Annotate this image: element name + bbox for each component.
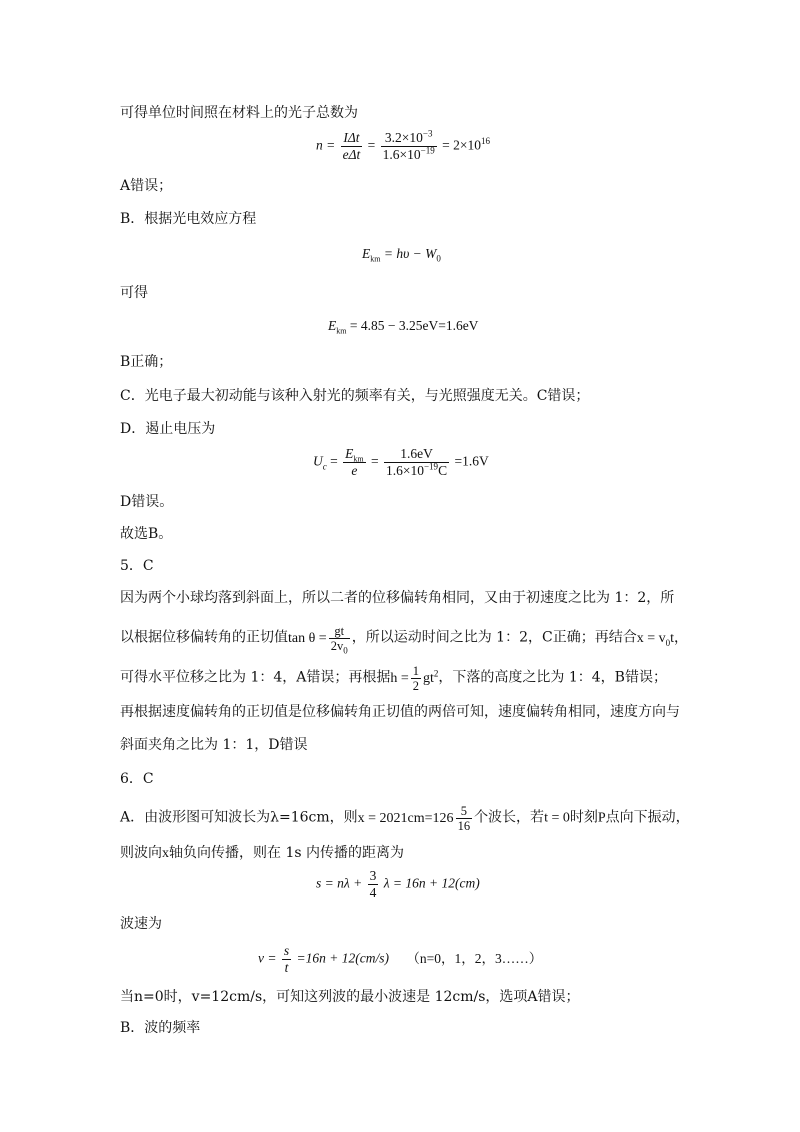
denominator: 4: [369, 885, 377, 900]
numerator: 3: [369, 868, 377, 883]
numerator: [343, 446, 365, 463]
numerator: 5: [456, 804, 473, 819]
denominator: 2: [412, 679, 420, 693]
mantissa: 1.6×10: [385, 463, 424, 478]
formula-text: =: [370, 453, 379, 469]
formula-text: =: [367, 137, 376, 153]
fraction: [381, 130, 437, 163]
formula-symbol: E: [362, 246, 371, 261]
subscript: 0: [665, 637, 671, 648]
text-line: B正确；: [120, 354, 173, 370]
formula-text: = 4.85 − 3.25eV=1.6eV: [349, 318, 479, 333]
text-segment: 可得水平位移之比为 1：4，A错误；再根据: [120, 669, 391, 686]
text-segment: A．由波形图可知波长为λ=16cm，则: [120, 809, 358, 826]
formula-photon-count: [316, 130, 490, 163]
text-segment: 以根据位移偏转角的正切值: [120, 629, 288, 646]
symbol: E: [345, 446, 354, 461]
formula-wave-speed: [258, 943, 542, 976]
exponent: −3: [422, 128, 433, 139]
numerator: IΔt: [341, 130, 363, 147]
text-line: 可得: [120, 285, 148, 301]
formula-text: =16n + 12(cm/s): [296, 950, 389, 966]
formula-text: t，: [670, 630, 688, 646]
fraction: [456, 804, 473, 833]
text-segment: 个波长，若: [474, 809, 545, 826]
text-line: 当n=0时，v=12cm/s，可知这列波的最小波速是 12cm/s，选项A错误；: [120, 989, 580, 1005]
subscript: km: [353, 454, 364, 464]
text-line: [120, 664, 667, 693]
formula-text: x = v: [636, 630, 666, 646]
text-line: 波速为: [120, 916, 162, 932]
formula-symbol: U: [313, 453, 323, 469]
text-line: [120, 804, 690, 833]
formula-text: =: [330, 453, 338, 469]
formula-stopping-voltage: [313, 446, 489, 479]
question-number: 6．C: [120, 771, 154, 787]
fraction: [368, 868, 379, 901]
formula-text: = hυ − W: [383, 246, 437, 261]
exponent: −19: [420, 145, 435, 156]
text-segment: ，下落的高度之比为 1：4，B错误；: [438, 669, 667, 686]
mantissa: 1.6×10: [382, 147, 421, 162]
denominator: eΔt: [342, 147, 361, 162]
numerator: [381, 130, 437, 147]
denominator: [384, 463, 449, 479]
denominator: e: [351, 463, 358, 478]
formula-text: = 2×10: [442, 137, 481, 153]
subscript: 0: [343, 645, 348, 656]
symbol-p: P: [597, 810, 606, 826]
denominator: [381, 147, 437, 163]
text-line: 再根据速度偏转角的正切值是位移偏转角正切值的两倍可知，速度偏转角相同，速度方向与: [120, 704, 680, 720]
formula-x: [637, 631, 688, 646]
subscript: km: [336, 326, 347, 336]
fraction: [329, 624, 350, 656]
formula-text: =1.6V: [454, 453, 489, 469]
formula-einstein: [362, 246, 441, 262]
numerator: 1: [412, 664, 420, 678]
fraction: [343, 446, 365, 479]
numerator: 1.6eV: [384, 446, 449, 463]
text-line: 可得单位时间照在材料上的光子总数为: [120, 105, 358, 121]
formula-text: λ = 16n + 12(cm): [383, 875, 480, 891]
text-line: D错误。: [120, 494, 174, 510]
text-line: 因为两个小球均落到斜面上，所以二者的位移偏转角相同，又由于初速度之比为 1：2，所: [120, 590, 675, 606]
formula-text: s = nλ +: [316, 875, 363, 891]
denominator: t: [284, 960, 289, 975]
formula-distance: [316, 868, 480, 901]
subscript: 0: [436, 253, 441, 264]
text-line: [120, 843, 404, 864]
numerator: gt: [329, 624, 350, 639]
mantissa: 3.2×10: [384, 130, 423, 145]
formula-text: tan θ =: [288, 630, 327, 646]
numerator: s: [283, 943, 290, 958]
denominator: 16: [457, 819, 471, 833]
text-line: D．遏止电压为: [120, 421, 216, 437]
formula-text: n =: [316, 137, 336, 153]
text-line: [120, 624, 688, 656]
denominator: [329, 639, 350, 656]
symbol: 2v: [330, 639, 344, 653]
fraction: [384, 446, 449, 479]
text-line: B．根据光电效应方程: [120, 211, 257, 227]
exponent: 2: [433, 668, 439, 679]
formula-h: [390, 664, 439, 693]
formula-text: v =: [258, 950, 277, 966]
exponent: −19: [423, 461, 439, 472]
unit: C: [438, 463, 448, 478]
fraction: [341, 130, 363, 163]
formula-t0: t = 0: [544, 810, 570, 826]
formula-x-value: [357, 804, 474, 833]
subscript: km: [370, 254, 381, 264]
text-segment: 点向下振动，: [605, 809, 690, 826]
text-line: C．光电子最大初动能与该种入射光的频率有关，与光照强度无关。C错误；: [120, 388, 590, 404]
formula-text: gt: [423, 670, 434, 686]
text-segment: ，所以运动时间之比为 1：2，C正确；再结合: [351, 629, 637, 646]
formula-condition: （n=0，1，2，3……）: [406, 950, 543, 966]
formula-text: x = 2021cm=126: [357, 810, 454, 826]
text-line: 故选B。: [120, 526, 173, 542]
text-line: A错误；: [120, 178, 173, 194]
formula-tan: [288, 624, 352, 656]
text-segment: 轴负向传播，则在 1s 内传播的距离为: [169, 845, 404, 861]
fraction: [282, 943, 291, 976]
formula-ekm-value: [328, 318, 478, 334]
symbol-x: x: [162, 846, 169, 861]
text-line: 斜面夹角之比为 1：1，D错误: [120, 737, 308, 753]
text-segment: 时刻: [569, 809, 598, 826]
formula-text: h =: [390, 670, 409, 686]
fraction: [411, 664, 421, 693]
exponent: 16: [480, 136, 490, 147]
question-number: 5．C: [120, 558, 154, 574]
text-segment: 则波向: [120, 845, 162, 861]
text-line: B．波的频率: [120, 1020, 201, 1036]
formula-symbol: E: [328, 318, 337, 333]
subscript: c: [322, 461, 327, 472]
